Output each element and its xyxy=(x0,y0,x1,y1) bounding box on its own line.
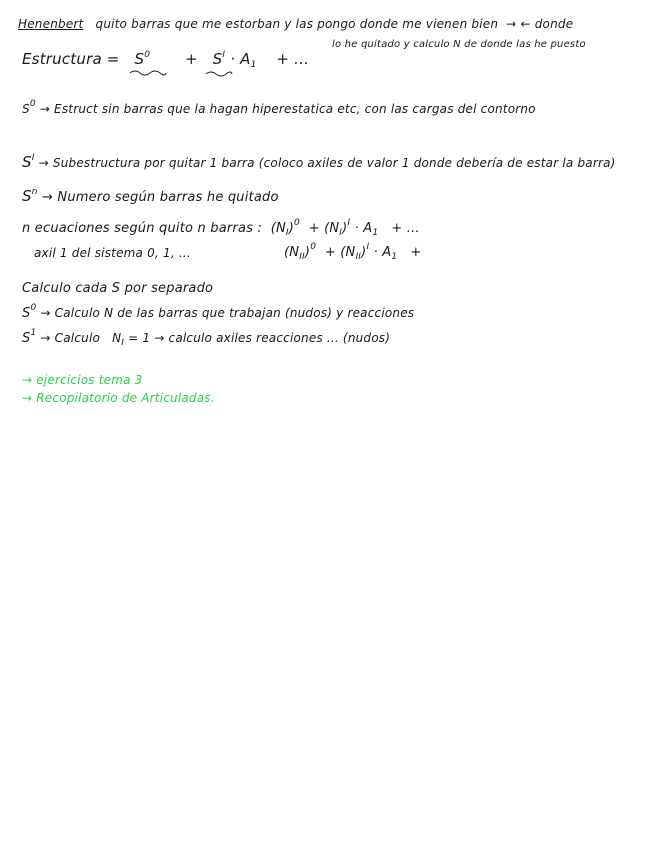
header-text: quito barras que me estorban y las pongo donde me vienen bien xyxy=(95,17,499,31)
underline-squiggle-2 xyxy=(204,70,234,78)
donde-text: donde xyxy=(534,17,574,31)
ecuaciones-line-1: n ecuaciones según quito n barras : $(N_I)^0 + (N_I)^I \cdot A_1$ + ... xyxy=(22,218,420,238)
ecuaciones-line-2: axil 1 del sistema 0, 1, ... xyxy=(34,246,191,260)
underline-squiggle xyxy=(128,69,168,77)
calculo-s1: $S^1$ → Calculo $N_I = 1$ → calculo axiles reacciones ... (nudos) xyxy=(22,328,391,348)
ecuaciones-line-2-eq: $(N_{II})^0 + (N_{II})^I \cdot A_1$ + xyxy=(284,242,422,262)
link-ejercicios-tema-3[interactable]: → ejercicios tema 3 xyxy=(22,373,143,387)
note-title: Henenbert xyxy=(18,17,84,31)
arrows: → ← xyxy=(506,17,531,31)
estructura-equation: Estructura = $S^0$ + $S^I \cdot A_1$ + ... xyxy=(22,50,310,70)
s0-definition: $S^0$ → Estruct sin barras que la hagan hiperestatica etc, con las cargas del contorno xyxy=(22,99,536,116)
header-line-1 xyxy=(18,17,573,31)
sI-definition: $S^I$ → Subestructura por quitar 1 barra (coloco axiles de valor 1 donde debería de estar la barra) xyxy=(22,153,616,171)
sn-definition: $S^n$ → Numero según barras he quitado xyxy=(22,187,279,205)
s0-term: S xyxy=(134,50,145,68)
sI-term: S xyxy=(212,50,223,68)
header-line-2: lo he quitado y calculo N de donde las he puesto xyxy=(332,39,586,50)
estructura-label: Estructura = xyxy=(22,50,120,68)
calculo-s0: $S^0$ → Calculo N de las barras que trabajan (nudos) y reacciones xyxy=(22,303,415,321)
calculo-heading: Calculo cada S por separado xyxy=(22,281,214,296)
link-recopilatorio-articuladas[interactable]: → Recopilatorio de Articuladas. xyxy=(22,391,215,405)
